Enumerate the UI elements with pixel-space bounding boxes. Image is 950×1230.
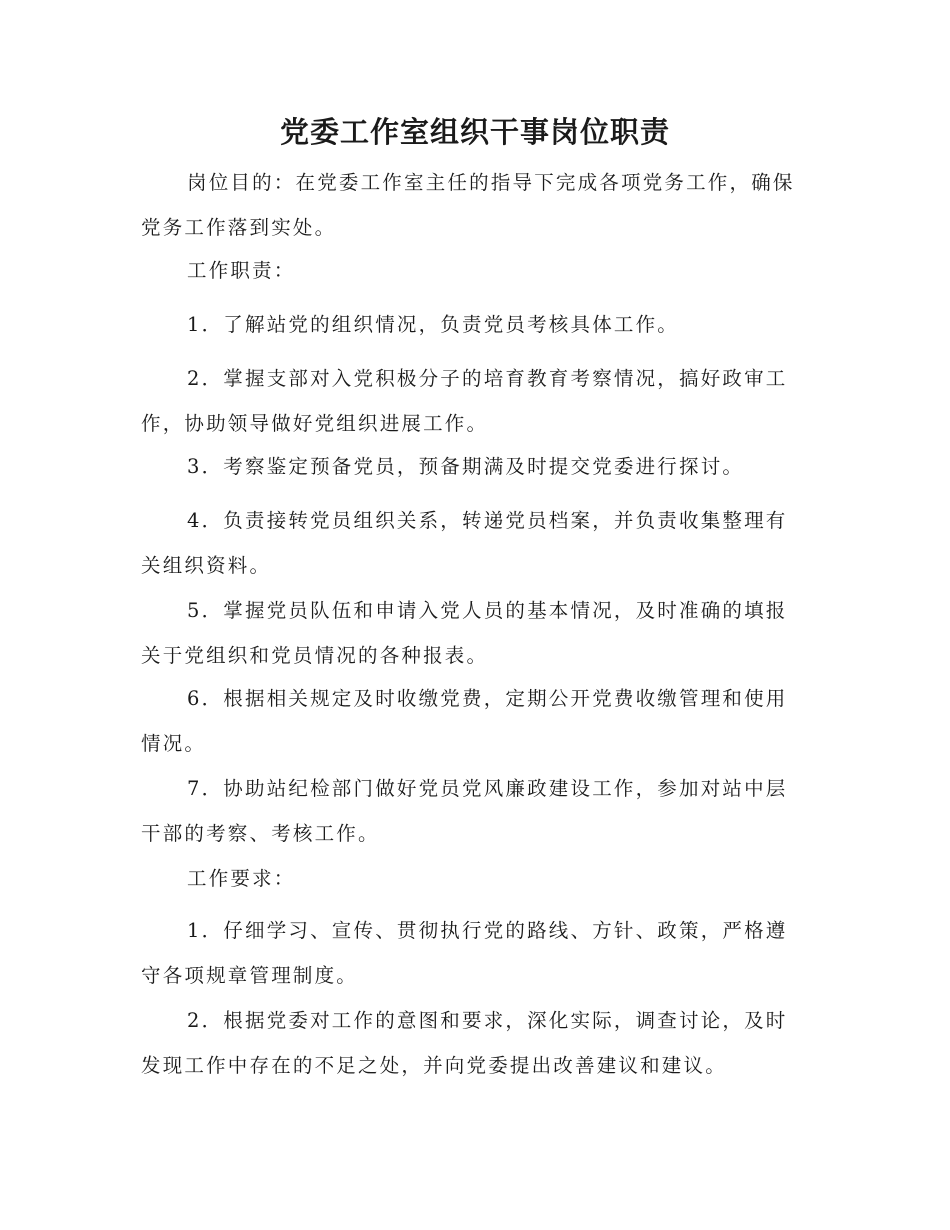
duty-item-2: 2．掌握支部对入党积极分子的培育教育考察情况，搞好政审工作，协助领导做好党组织进展工作。 (141, 367, 788, 435)
requirement-item-2: 2．根据党委对工作的意图和要求，深化实际，调查讨论，及时发现工作中存在的不足之处，并向党委提出改善建议和建议。 (141, 1009, 788, 1077)
requirements-heading: 工作要求： (187, 867, 296, 890)
duty-item-5: 5．掌握党员队伍和申请入党人员的基本情况，及时准确的填报关于党组织和党员情况的各种报表。 (141, 599, 788, 667)
duty-item-3: 3．考察鉴定预备党员，预备期满及时提交党委进行探讨。 (187, 455, 745, 478)
duty-item-4: 4．负责接转党员组织关系，转递党员档案，并负责收集整理有关组织资料。 (141, 509, 788, 577)
purpose-paragraph: 岗位目的：在党委工作室主任的指导下完成各项党务工作，确保党务工作落到实处。 (141, 171, 795, 239)
document-title: 党委工作室组织干事岗位职责 (279, 115, 670, 149)
duty-item-1: 1．了解站党的组织情况，负责党员考核具体工作。 (187, 313, 680, 336)
requirement-item-1: 1．仔细学习、宣传、贯彻执行党的路线、方针、政策，严格遵守各项规章管理制度。 (141, 919, 788, 987)
duty-item-7: 7．协助站纪检部门做好党员党风廉政建设工作，参加对站中层干部的考察、考核工作。 (141, 777, 788, 845)
duties-heading: 工作职责： (187, 259, 296, 282)
duty-item-6: 6．根据相关规定及时收缴党费，定期公开党费收缴管理和使用情况。 (141, 687, 788, 755)
